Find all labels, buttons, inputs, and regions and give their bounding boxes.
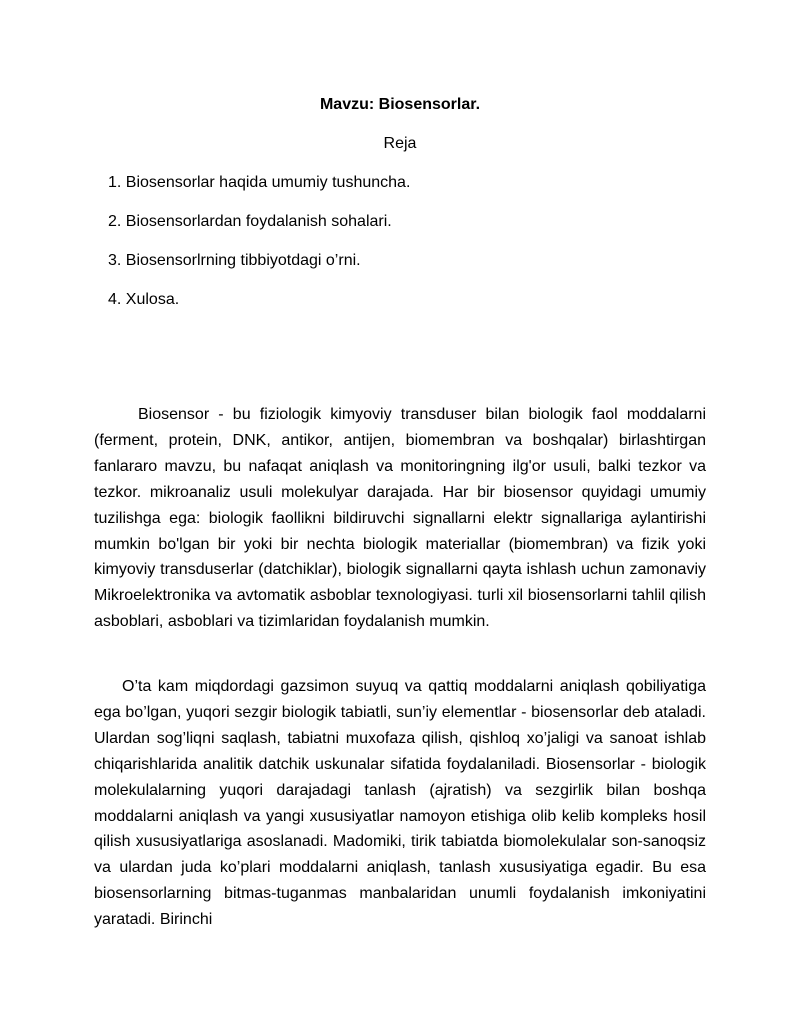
body-paragraph-1: Biosensor - bu fiziologik kimyoviy transduser bilan biologik faol moddalarni (ferment, protein, DNK, antikor, antijen, biomembran va boshqalar) birlashtirgan fanlararo mavzu, bu nafaqat aniqlash va monitoringning ilg'or usuli, balki tezkor va tezkor. mikroanaliz usuli molekulyar darajada. Har bir biosensor quyidagi umumiy tuzilishga ega: biologik faollikni bildiruvchi signallarni elektr signallariga aylantirishi mumkin bo'lgan bir yoki bir nechta biologik materiallar (biomembran) va fizik yoki kimyoviy transduserlar (datchiklar), biologik signallarni qayta ishlash uchun zamonaviy Mikroelektronika va avtomatik asboblar texnologiyasi. turli xil biosensorlarni tahlil qilish asboblari, asboblari va tizimlaridan foydalanish mumkin. [94, 406, 706, 631]
plan-item-2: 2. Biosensorlardan foydalanish sohalari. [108, 213, 392, 230]
plan-item-1: 1. Biosensorlar haqida umumiy tushuncha. [108, 174, 411, 191]
plan-item-3: 3. Biosensorlrning tibbiyotdagi o’rni. [108, 252, 361, 269]
plan-list [108, 172, 410, 328]
plan-heading: Reja [383, 135, 417, 152]
document-title: Mavzu: Biosensorlar. [319, 96, 481, 113]
plan-item-4: 4. Xulosa. [108, 291, 180, 308]
body-paragraph-2: O’ta kam miqdordagi gazsimon suyuq va qattiq moddalarni aniqlash qobiliyatiga ega bo’lgan, yuqori sezgir biologik tabiatli, sun’iy elementlar - biosensorlar deb ataladi. Ulardan sog’liqni saqlash, tabiatni muxofaza qilish, qishloq xo’jaligi va sanoat ishlab chiqarishlarida analitik datchik uskunalar sifatida foydalaniladi. Biosensorlar - biologik molekulalarning yuqori darajadagi tanlash (ajratish) va sezgirlik bilan boshqa moddalarni aniqlash va yangi xususiyatlar namoyon etishiga olib kelib kompleks hosil qilish xususiyatlariga asoslanadi. Madomiki, tirik tabiatda biomolekulalar son-sanoqsiz va ulardan juda ko’plari moddalarni aniqlash, tanlash xususiyatiga egadir. Bu esa biosensorlarning bitmas-tuganmas manbalaridan unumli foydalanish imkoniyatini yaratadi. Birinchi [94, 678, 706, 929]
